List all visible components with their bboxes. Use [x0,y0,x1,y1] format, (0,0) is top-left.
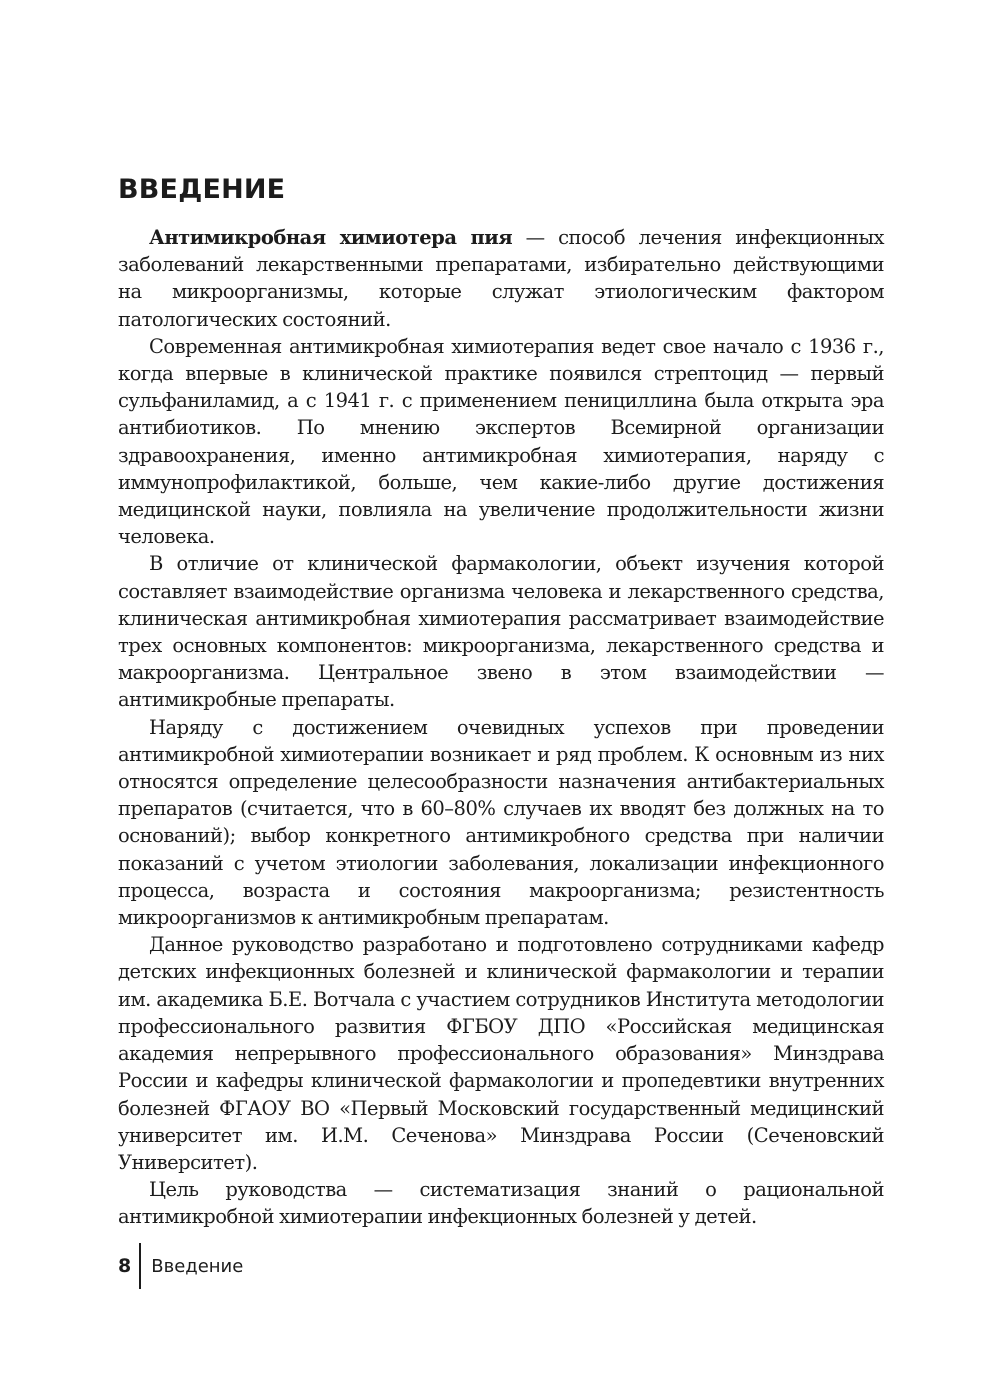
paragraph-goal: Цель руководства — систематизация знаний о рациональной антимикробной химиотерапии инфекционных болезней у детей. [118,1178,884,1229]
paragraph-authors: Данное руководство разработано и подготовлено сотрудниками кафедр детских инфекционных болезней и клинической фармакологии и терапии им. академика Б.Е. Вотчала с участием сотрудников Института методологии профессионального развития ФГБОУ ДПО «Российская медицинская академия непрерывного профессионального образования» Минздрава России и кафедры клинической фармакологии и пропедевтики внутренних болезней ФГАОУ ВО «Первый Московский государственный медицинский университет им. И.М. Сеченова» Минздрава России (Сеченовский Университет). [118,933,884,1174]
running-title: Введение [151,1255,244,1277]
definition-text: — способ лечения инфекционных заболеваний лекарственными препаратами, избирательно действующими на микроорганизмы, которые служат этиологическим фактором патологических состояний. [118,226,884,331]
paragraph-definition [118,224,884,333]
page-footer [118,1243,243,1289]
body-text [118,224,884,1231]
paragraph-interaction: В отличие от клинической фармакологии, объект изучения которой составляет взаимодействие организма человека и лекарственного средства, клиническая антимикробная химиотерапия рассматривает взаимодействие трех основных компонентов: микроорганизма, лекарственного средства и макроорганизма. Центральное звено в этом взаимодействии — антимикробные препараты. [118,552,884,712]
definition-term: Антимикробная химиотера пия [149,226,513,249]
paragraph-history: Современная антимикробная химиотерапия ведет свое начало с 1936 г., когда впервые в клинической практике появился стрептоцид — первый сульфаниламид, а с 1941 г. с применением пенициллина была открыта эра антибиотиков. По мнению экспертов Всемирной организации здравоохранения, именно антимикробная химиотерапия, наряду с иммунопрофилактикой, больше, чем какие-либо другие достижения медицинской науки, повлияла на увеличение продолжительности жизни человека. [118,334,884,549]
paragraph-problems: Наряду с достижением очевидных успехов при проведении антимикробной химиотерапии возникает и ряд проблем. К основным из них относятся определение целесообразности назначения антибактериальных препаратов (считается, что в 60–80% случаев их вводят без должных на то оснований); выбор конкретного антимикробного средства при наличии показаний с учетом этиологии заболевания, локализации инфекционного процесса, возраста и состояния макроорганизма; резистентность микроорганизмов к антимикробным препаратам. [118,715,884,930]
page-number: 8 [118,1255,132,1277]
chapter-title: ВВЕДЕНИЕ [118,174,286,205]
